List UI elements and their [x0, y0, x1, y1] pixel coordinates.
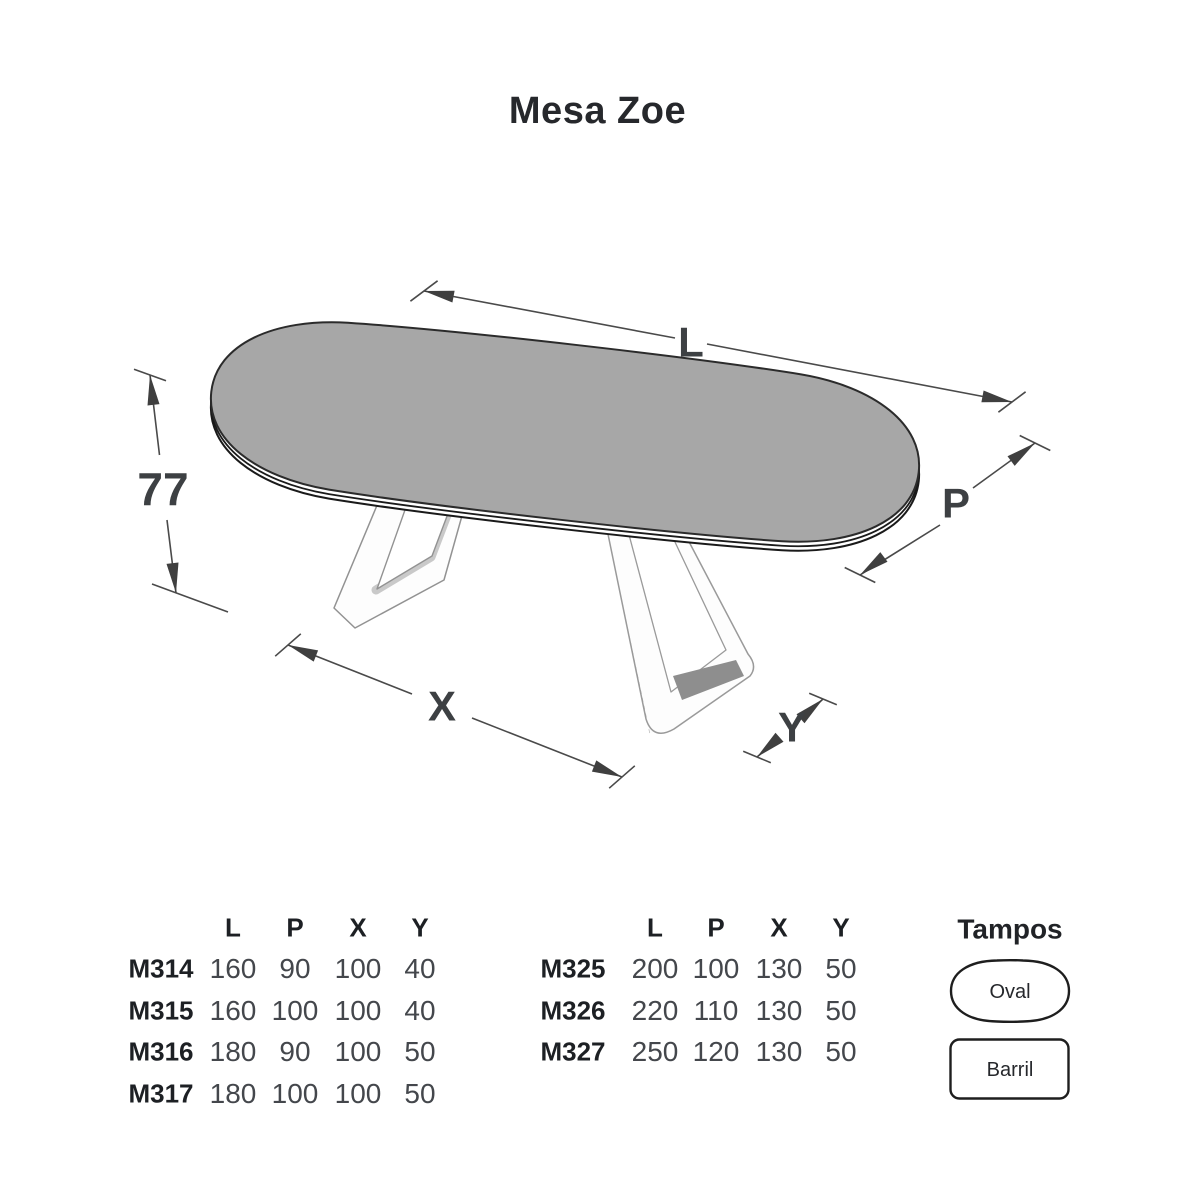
header-cell: L	[647, 912, 663, 943]
value-cell: 100	[334, 1036, 382, 1067]
value-cell: 100	[334, 953, 382, 984]
dimension-base-depth	[743, 693, 837, 762]
dimension-height-label: 77	[137, 463, 189, 515]
value-cell: 130	[755, 1036, 803, 1067]
header-cell: P	[286, 912, 304, 943]
header-cell: P	[707, 912, 725, 943]
model-cell: M325	[540, 953, 606, 984]
value-cell: 160	[209, 953, 257, 984]
dimension-depth-arrow-top	[1008, 443, 1036, 466]
value-cell: 100	[271, 995, 319, 1026]
value-cell: 110	[693, 995, 739, 1026]
value-cell: 220	[631, 995, 679, 1026]
tampo-oval-label: Oval	[989, 981, 1031, 1003]
value-cell: 90	[279, 1036, 311, 1067]
value-cell: 250	[631, 1036, 679, 1067]
dimension-depth-label: P	[941, 479, 971, 527]
value-cell: 100	[334, 995, 382, 1026]
tampo-barril-label: Barril	[986, 1059, 1034, 1081]
model-cell: M315	[128, 995, 194, 1026]
dimension-depth-arrow-bottom	[860, 552, 888, 575]
dimension-base-length-arrow-start	[288, 645, 318, 662]
model-cell: M326	[540, 995, 606, 1026]
dimension-height-arrow-top	[148, 375, 160, 406]
model-cell: M317	[128, 1078, 194, 1109]
value-cell: 40	[404, 953, 436, 984]
header-cell: X	[770, 912, 788, 943]
value-cell: 50	[404, 1036, 436, 1067]
value-cell: 50	[825, 953, 857, 984]
value-cell: 100	[334, 1078, 382, 1109]
value-cell: 50	[825, 995, 857, 1026]
tabletop	[201, 305, 928, 569]
dimension-base-depth-label: Y	[777, 703, 807, 751]
value-cell: 120	[692, 1036, 740, 1067]
model-cell: M327	[540, 1036, 606, 1067]
value-cell: 130	[755, 995, 803, 1026]
value-cell: 100	[692, 953, 740, 984]
page-title: Mesa Zoe	[508, 90, 687, 132]
value-cell: 160	[209, 995, 257, 1026]
tampos-title: Tampos	[957, 913, 1063, 945]
value-cell: 180	[209, 1036, 257, 1067]
value-cell: 100	[271, 1078, 319, 1109]
value-cell: 50	[825, 1036, 857, 1067]
value-cell: 200	[631, 953, 679, 984]
value-cell: 50	[404, 1078, 436, 1109]
dimension-length-arrow-start	[424, 291, 455, 303]
value-cell: 90	[279, 953, 311, 984]
header-cell: Y	[832, 912, 850, 943]
header-cell: L	[225, 912, 241, 943]
dimension-length-arrow-end	[981, 391, 1012, 403]
value-cell: 40	[404, 995, 436, 1026]
dimension-length-label: L	[678, 318, 704, 366]
model-cell: M314	[128, 953, 194, 984]
value-cell: 130	[755, 953, 803, 984]
dimension-base-length-arrow-end	[592, 760, 622, 777]
header-cell: Y	[411, 912, 429, 943]
value-cell: 180	[209, 1078, 257, 1109]
dimension-height-arrow-bottom	[167, 563, 179, 594]
model-cell: M316	[128, 1036, 194, 1067]
tampos-legend	[951, 914, 1070, 1099]
dimension-base-length-label: X	[427, 682, 457, 730]
tabletop-surface	[201, 305, 928, 560]
dimension-base-length	[275, 634, 635, 788]
header-cell: X	[349, 912, 367, 943]
